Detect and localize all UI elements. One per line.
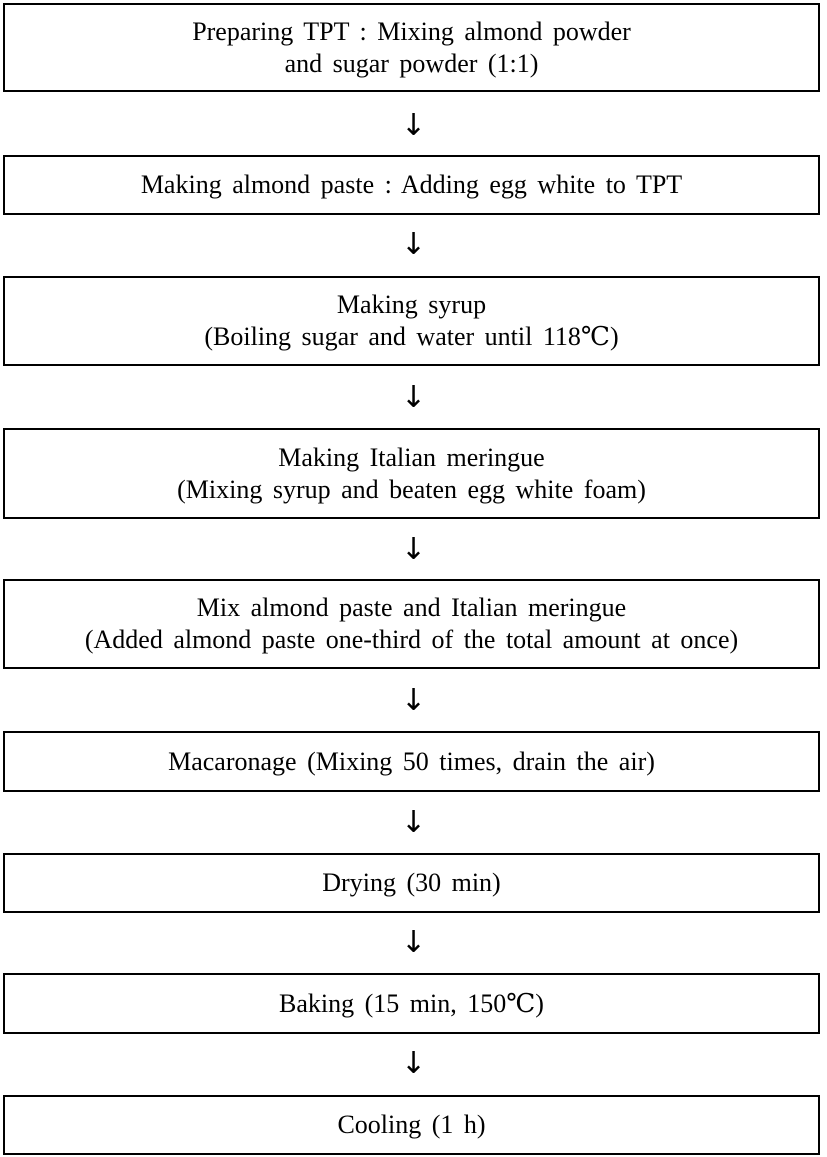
down-arrow-icon: ↓ (400, 227, 427, 262)
step-text: Mix almond paste and Italian meringue (196, 593, 627, 622)
step-subtext: (Added almond paste one-third of the total amount at once) (84, 625, 739, 654)
step-box-macaronage (3, 731, 820, 792)
step-subtext: (Boiling sugar and water until 118℃) (204, 322, 619, 351)
step-box-drying (3, 853, 820, 913)
down-arrow-icon: ↓ (400, 532, 427, 567)
down-arrow-icon: ↓ (400, 108, 427, 143)
step-box-preparing-tpt (3, 3, 820, 92)
step-box-baking (3, 973, 820, 1034)
step-box-mix-paste-meringue (3, 579, 820, 669)
step-box-syrup (3, 276, 820, 366)
step-text: Making Italian meringue (278, 442, 545, 472)
down-arrow-icon: ↓ (400, 380, 427, 415)
step-subtext: (Mixing syrup and beaten egg white foam) (177, 474, 646, 504)
step-subtext: and sugar powder (1:1) (284, 48, 539, 78)
down-arrow-icon: ↓ (400, 925, 427, 960)
down-arrow-icon: ↓ (400, 683, 427, 718)
step-box-italian-meringue (3, 428, 820, 519)
step-text: Macaronage (Mixing 50 times, drain the air) (168, 746, 655, 776)
step-text: Preparing TPT : Mixing almond powder (192, 16, 631, 46)
step-text: Drying (30 min) (322, 868, 501, 897)
step-box-almond-paste (3, 155, 820, 215)
step-text: Baking (15 min, 150℃) (279, 988, 544, 1018)
step-box-cooling (3, 1095, 820, 1155)
down-arrow-icon: ↓ (400, 805, 427, 840)
step-text: Making syrup (336, 290, 487, 319)
step-text: Making almond paste : Adding egg white to TPT (140, 170, 683, 199)
step-text: Cooling (1 h) (337, 1110, 486, 1139)
down-arrow-icon: ↓ (400, 1046, 427, 1081)
